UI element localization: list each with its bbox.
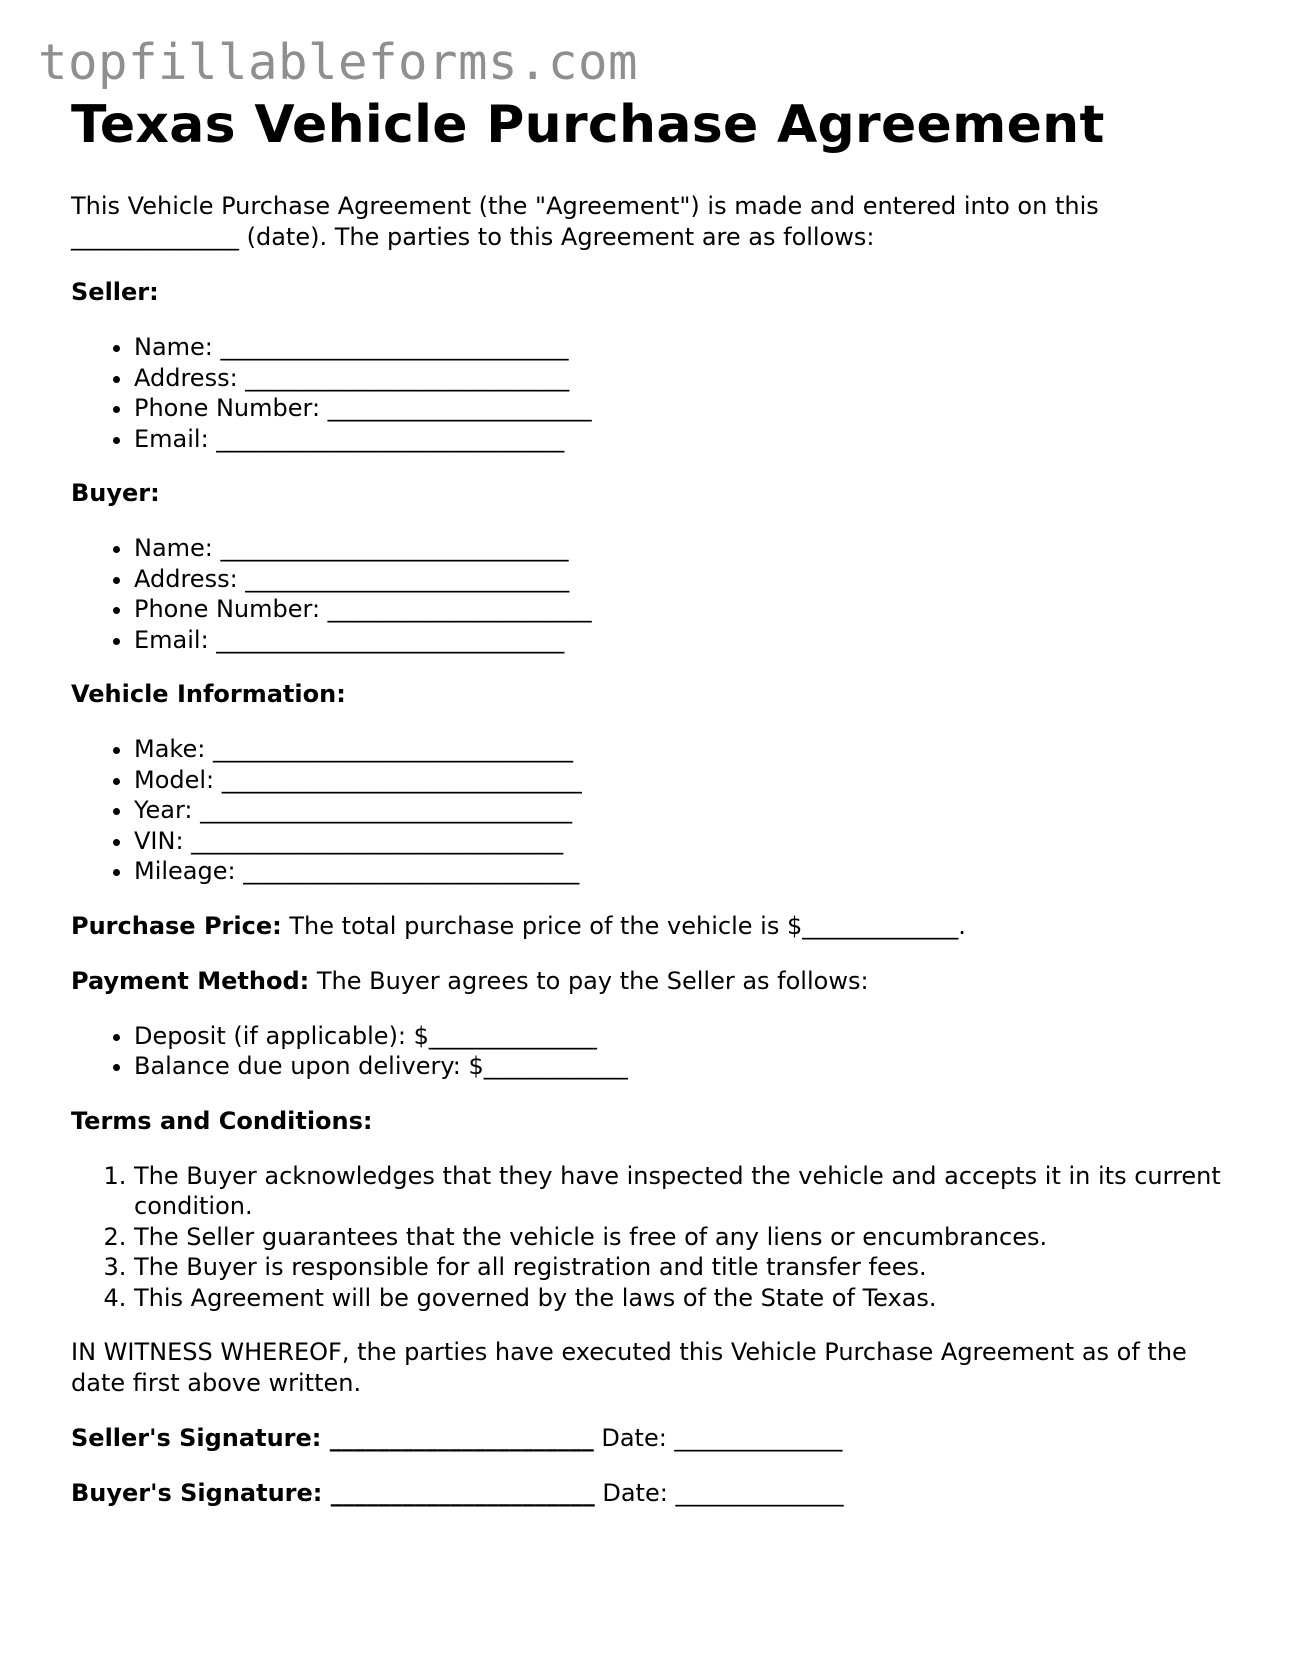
term-item: 2. The Seller guarantees that the vehicle is free of any liens or encumbrances. xyxy=(134,1222,1231,1253)
seller-signature-label: Seller's Signature: ______________________ xyxy=(71,1424,594,1453)
vehicle-heading: Vehicle Information: xyxy=(71,680,346,709)
purchase-price-label: Purchase Price: xyxy=(71,911,282,940)
purchase-price-text: The total purchase price of the vehicle is $_____________. xyxy=(281,911,966,940)
deposit-field: • Deposit (if applicable): $______________ xyxy=(134,1021,1231,1052)
document-page xyxy=(71,94,1231,1509)
vehicle-year-field: • Year: _______________________________ xyxy=(134,795,1231,826)
vehicle-fields xyxy=(71,734,1231,887)
buyer-signature-row xyxy=(71,1478,1231,1509)
balance-field: • Balance due upon delivery: $____________ xyxy=(134,1051,1231,1082)
buyer-name-field: • Name: _____________________________ xyxy=(134,533,1231,564)
vehicle-make-field: • Make: ______________________________ xyxy=(134,734,1231,765)
payment-fields xyxy=(71,1021,1231,1082)
buyer-address-field: • Address: ___________________________ xyxy=(134,564,1231,595)
terms-list xyxy=(71,1161,1231,1314)
seller-phone-field: • Phone Number: ______________________ xyxy=(134,393,1231,424)
payment-method-text: The Buyer agrees to pay the Seller as follows: xyxy=(309,966,869,995)
payment-method-label: Payment Method: xyxy=(71,966,310,995)
buyer-email-field: • Email: _____________________________ xyxy=(134,625,1231,656)
buyer-signature-date: Date: ______________ xyxy=(594,1479,844,1508)
witness-paragraph: IN WITNESS WHEREOF, the parties have executed this Vehicle Purchase Agreement as of the date first above written. xyxy=(71,1338,1187,1398)
seller-heading: Seller: xyxy=(71,278,159,307)
buyer-signature-label: Buyer's Signature: ______________________ xyxy=(71,1479,595,1508)
seller-signature-date: Date: ______________ xyxy=(593,1424,843,1453)
vehicle-model-field: • Model: ______________________________ xyxy=(134,765,1231,796)
seller-name-field: • Name: _____________________________ xyxy=(134,332,1231,363)
term-item: 3. The Buyer is responsible for all registration and title transfer fees. xyxy=(134,1252,1231,1283)
payment-method-paragraph xyxy=(71,966,1231,997)
seller-email-field: • Email: _____________________________ xyxy=(134,424,1231,455)
vehicle-vin-field: • VIN: _______________________________ xyxy=(134,826,1231,857)
buyer-heading: Buyer: xyxy=(71,479,160,508)
purchase-price-paragraph xyxy=(71,911,1231,942)
watermark: topfillableforms.com xyxy=(38,34,639,91)
terms-heading: Terms and Conditions: xyxy=(71,1106,373,1135)
seller-signature-row xyxy=(71,1423,1231,1454)
buyer-fields xyxy=(71,533,1231,655)
buyer-phone-field: • Phone Number: ______________________ xyxy=(134,594,1231,625)
vehicle-mileage-field: • Mileage: ____________________________ xyxy=(134,856,1231,887)
intro-paragraph: This Vehicle Purchase Agreement (the "Agreement") is made and entered into on this ______________ (date). The parties to this Agreement are as follows: xyxy=(71,192,1099,252)
document-title: Texas Vehicle Purchase Agreement xyxy=(71,95,1105,155)
seller-address-field: • Address: ___________________________ xyxy=(134,363,1231,394)
term-item: 1. The Buyer acknowledges that they have inspected the vehicle and accepts it in its current condition. xyxy=(134,1161,1231,1222)
term-item: 4. This Agreement will be governed by the laws of the State of Texas. xyxy=(134,1283,1231,1314)
seller-fields xyxy=(71,332,1231,454)
